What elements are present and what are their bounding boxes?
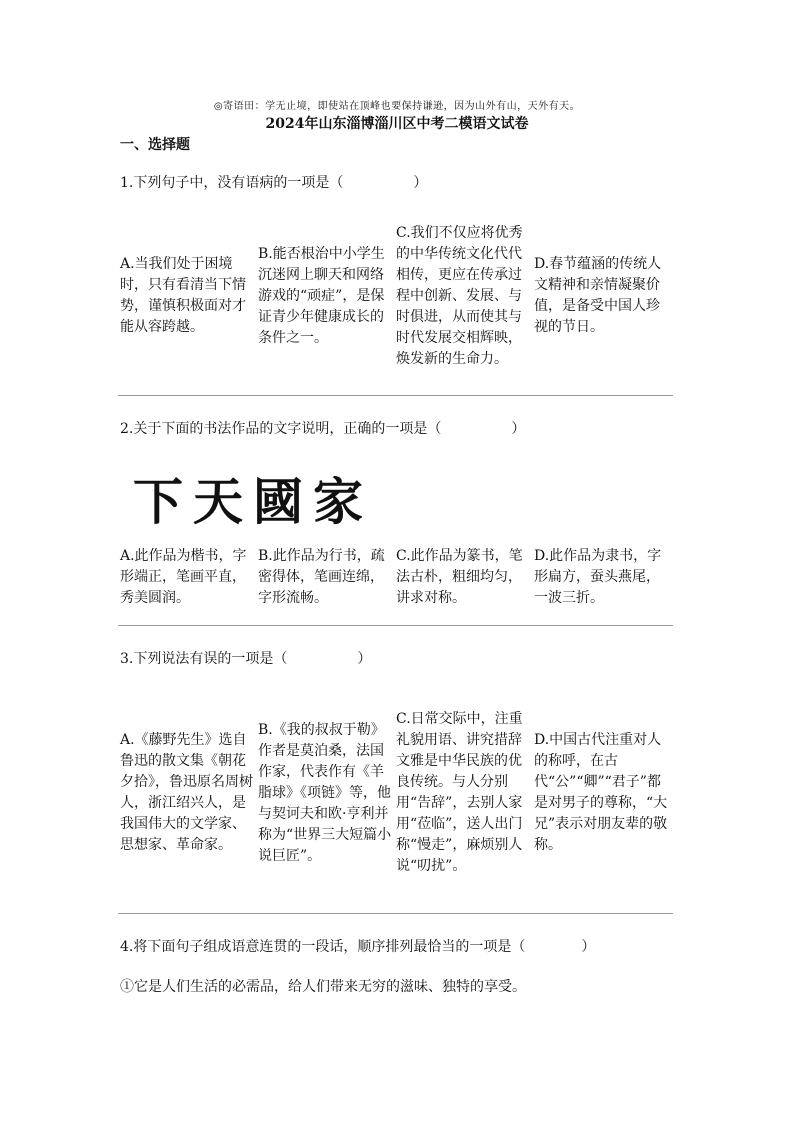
question-1-options	[118, 210, 678, 382]
question-2-options	[118, 544, 678, 610]
q2-option-c[interactable]: C.此作品为篆书，笔法古朴，粗细均匀，讲求对称。	[396, 547, 523, 606]
motto-line: ◎寄语田：学无止境，即使站在顶峰也要保持谦逊，因为山外有山，天外有天。	[213, 101, 581, 112]
q1-option-c[interactable]: C.我们不仅应将优秀的中华传统文化代代相传，更应在传承过程中创新、发展、与时俱进，从而使其与时代发展交相辉映，焕发新的生命力。	[396, 224, 523, 367]
divider	[118, 625, 673, 626]
exam-title: 2024年山东淄博淄川区中考二模语文试卷	[265, 116, 529, 132]
section-heading: 一、选择题	[120, 137, 190, 153]
q3-option-c[interactable]: C.日常交际中，注重礼貌用语、讲究措辞文雅是中华民族的优良传统。与人分别用“告辞”，去别人家用“莅临”，送人出门称“慢走”，麻烦别人说“叨扰”。	[396, 711, 523, 874]
question-4-stem: 4.将下面句子组成语意连贯的一段话，顺序排列最恰当的一项是（ ）	[120, 939, 596, 955]
question-4-sentence-1: ①它是人们生活的必需品，给人们带来无穷的滋味、独特的享受。	[120, 979, 526, 995]
question-1-stem: 1.下列句子中，没有语病的一项是（ ）	[120, 175, 428, 191]
q1-option-b[interactable]: B.能否根治中小学生沉迷网上聊天和网络游戏的“顽症”，是保证青少年健康成长的条件之一。	[258, 245, 385, 346]
divider	[118, 395, 673, 396]
q1-option-a[interactable]: A.当我们处于困境时，只有看清当下情势，谨慎积极面对才能从容跨越。	[120, 256, 246, 335]
question-3-options	[118, 686, 678, 900]
question-2-stem: 2.关于下面的书法作品的文字说明，正确的一项是（ ）	[120, 421, 526, 437]
question-3-stem: 3.下列说法有误的一项是（ ）	[120, 651, 372, 667]
q3-option-b[interactable]: B.《我的叔叔于勒》作者是莫泊桑，法国作家，代表作有《羊脂球》《项链》等，他与契诃夫和欧·亨利并称为“世界三大短篇小说巨匠”。	[258, 721, 392, 864]
divider	[118, 913, 673, 914]
q1-option-d[interactable]: D.春节蕴涵的传统人文精神和亲情凝聚价值，是备受中国人珍视的节日。	[534, 256, 662, 335]
q2-option-d[interactable]: D.此作品为隶书，字形扁方，蚕头燕尾，一波三折。	[534, 547, 662, 606]
q2-option-a[interactable]: A.此作品为楷书，字形端正，笔画平直，秀美圆润。	[120, 547, 247, 606]
q3-option-d[interactable]: D.中国古代注重对人的称呼，在古代“公”“卿”“君子”都是对男子的尊称，“大兄”表示对朋友辈的敬称。	[534, 732, 668, 853]
q3-option-a[interactable]: A.《藤野先生》选自鲁迅的散文集《朝花夕拾》，鲁迅原名周树人，浙江绍兴人，是我国伟大的文学家、思想家、革命家。	[120, 732, 253, 853]
q2-option-b[interactable]: B.此作品为行书，疏密得体，笔画连绵，字形流畅。	[258, 547, 385, 606]
calligraphy-artwork: 下天國家	[133, 472, 373, 531]
